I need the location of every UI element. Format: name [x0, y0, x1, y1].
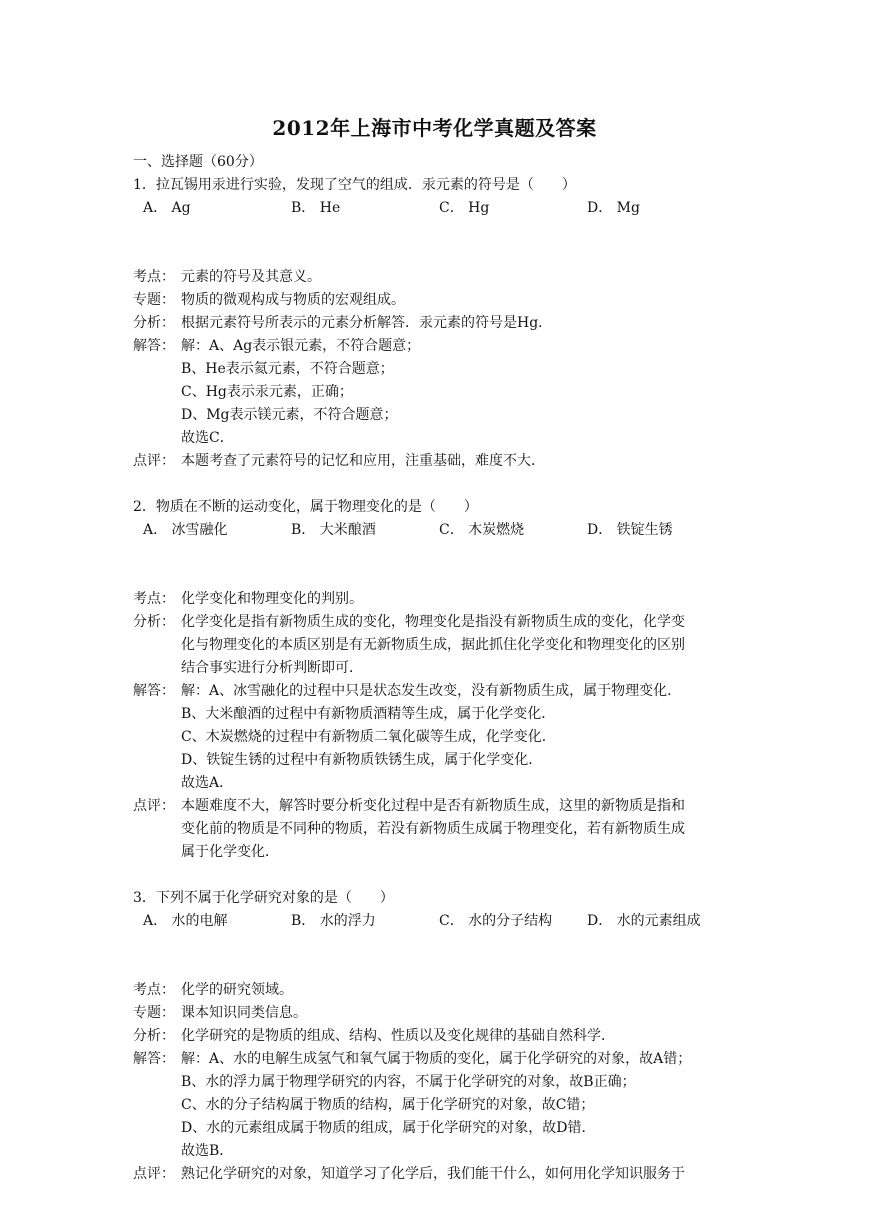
option-d: D． Mg: [587, 200, 640, 216]
kaodian-label: 考点：: [133, 269, 175, 285]
zhuanti-row: [133, 1002, 743, 1025]
page-title: 2012年上海市中考化学真题及答案: [272, 116, 597, 140]
kaodian-row: [133, 266, 743, 289]
dianping-line: 属于化学变化．: [181, 844, 279, 860]
fenxi-line: 根据元素符号所表示的元素分析解答．汞元素的符号是Hg．: [181, 315, 553, 331]
document-body: [133, 151, 743, 1186]
jieda-label: 解答：: [133, 683, 175, 699]
jieda-line: 解：A、Ag表示银元素，不符合题意；: [181, 338, 421, 354]
jieda-line: 故选C．: [181, 430, 234, 446]
option-list: [133, 519, 743, 542]
kaodian-label: 考点：: [133, 591, 175, 607]
fenxi-label: 分析：: [133, 315, 175, 331]
option-c: C． 木炭燃烧: [439, 522, 525, 538]
option-c: C． Hg: [439, 200, 490, 216]
jieda-line: B、He表示氦元素，不符合题意；: [181, 361, 394, 377]
fenxi-row: [133, 312, 743, 335]
dianping-label: 点评：: [133, 1166, 175, 1182]
fenxi-line: 化学研究的是物质的组成、结构、性质以及变化规律的基础自然科学．: [181, 1028, 615, 1044]
jieda-label: 解答：: [133, 1051, 175, 1067]
option-list: [133, 910, 743, 933]
option-b: B． 水的浮力: [291, 913, 376, 929]
dianping-row: [133, 450, 743, 473]
dianping-line: 变化前的物质是不同种的物质，若没有新物质生成属于物理变化，若有新物质生成: [181, 821, 685, 837]
jieda-row: [133, 680, 743, 795]
zhuanti-text: 物质的微观构成与物质的宏观组成。: [181, 292, 405, 308]
jieda-line: 故选B．: [181, 1143, 234, 1159]
dianping-line: 本题考查了元素符号的记忆和应用，注重基础，难度不大．: [181, 453, 545, 469]
fenxi-line: 化学变化是指有新物质生成的变化，物理变化是指没有新物质生成的变化，化学变: [181, 614, 685, 630]
fenxi-row: [133, 1025, 743, 1048]
jieda-line: 解：A、冰雪融化的过程中只是状态发生改变，没有新物质生成，属于物理变化．: [181, 683, 682, 699]
dianping-line: 本题难度不大，解答时要分析变化过程中是否有新物质生成，这里的新物质是指和: [181, 798, 685, 814]
question-stem: 3．下列不属于化学研究对象的是（ ）: [133, 890, 394, 906]
option-a: A． 水的电解: [143, 913, 228, 929]
option-a: A． 冰雪融化: [143, 522, 228, 538]
question-stem: 2．物质在不断的运动变化，属于物理变化的是（ ）: [133, 499, 478, 515]
option-d: D． 水的元素组成: [587, 913, 701, 929]
option-b: B． 大米酿酒: [291, 522, 376, 538]
option-c: C． 水的分子结构: [439, 913, 553, 929]
fenxi-line: 结合事实进行分析判断即可．: [181, 660, 363, 676]
option-b: B． He: [291, 200, 341, 216]
dianping-label: 点评：: [133, 453, 175, 469]
dianping-row: [133, 795, 743, 864]
jieda-row: [133, 1048, 743, 1163]
zhuanti-label: 专题：: [133, 292, 175, 308]
section-heading: 一、选择题（60分）: [133, 154, 263, 170]
jieda-line: 解：A、水的电解生成氢气和氧气属于物质的变化，属于化学研究的对象，故A错；: [181, 1051, 692, 1067]
option-a: A． Ag: [143, 200, 191, 216]
fenxi-label: 分析：: [133, 1028, 175, 1044]
question-stem: 1．拉瓦锡用汞进行实验，发现了空气的组成．汞元素的符号是（ ）: [133, 177, 576, 193]
option-d: D． 铁锭生锈: [587, 522, 673, 538]
jieda-label: 解答：: [133, 338, 175, 354]
zhuanti-text: 课本知识同类信息。: [181, 1005, 307, 1021]
kaodian-text: 元素的符号及其意义。: [181, 269, 321, 285]
jieda-line: B、水的浮力属于物理学研究的内容，不属于化学研究的对象，故B正确；: [181, 1074, 636, 1090]
jieda-line: C、Hg表示汞元素，正确；: [181, 384, 353, 400]
kaodian-row: [133, 588, 743, 611]
jieda-line: D、水的元素组成属于物质的组成，属于化学研究的对象，故D错．: [181, 1120, 596, 1136]
fenxi-line: 化与物理变化的本质区别是有无新物质生成，据此抓住化学变化和物理变化的区别: [181, 637, 685, 653]
jieda-line: C、木炭燃烧的过程中有新物质二氧化碳等生成，化学变化．: [181, 729, 556, 745]
fenxi-row: [133, 611, 743, 680]
kaodian-text: 化学变化和物理变化的判别。: [181, 591, 363, 607]
kaodian-label: 考点：: [133, 982, 175, 998]
zhuanti-row: [133, 289, 743, 312]
kaodian-row: [133, 979, 743, 1002]
jieda-line: D、Mg表示镁元素，不符合题意；: [181, 407, 398, 423]
zhuanti-label: 专题：: [133, 1005, 175, 1021]
dianping-line: 熟记化学研究的对象，知道学习了化学后，我们能干什么，如何用化学知识服务于: [181, 1166, 685, 1182]
fenxi-label: 分析：: [133, 614, 175, 630]
jieda-line: 故选A．: [181, 775, 234, 791]
jieda-line: B、大米酿酒的过程中有新物质酒精等生成，属于化学变化．: [181, 706, 556, 722]
kaodian-text: 化学的研究领域。: [181, 982, 293, 998]
dianping-row: [133, 1163, 743, 1186]
option-list: [133, 197, 743, 220]
jieda-line: D、铁锭生锈的过程中有新物质铁锈生成，属于化学变化．: [181, 752, 543, 768]
jieda-line: C、水的分子结构属于物质的结构，属于化学研究的对象，故C错；: [181, 1097, 595, 1113]
dianping-label: 点评：: [133, 798, 175, 814]
jieda-row: [133, 335, 743, 450]
